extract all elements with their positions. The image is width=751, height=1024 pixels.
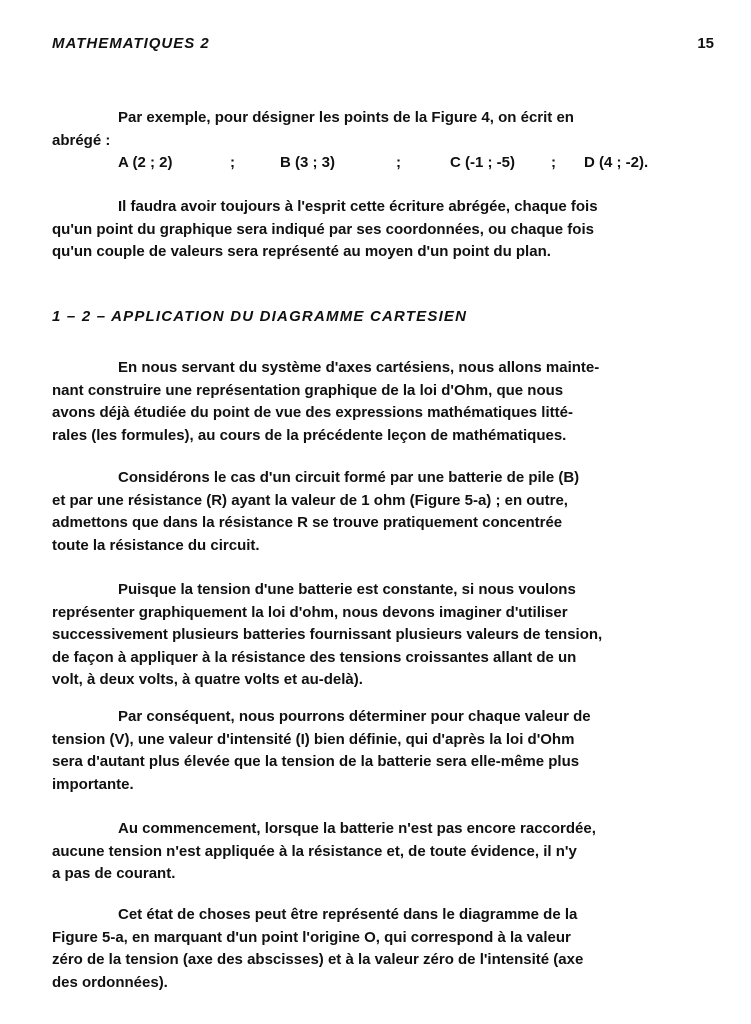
text-line: nant construire une représentation graphique de la loi d'Ohm, que nous	[52, 381, 564, 399]
text-line: admettons que dans la résistance R se trouve pratiquement concentrée	[52, 514, 563, 531]
text-line: toute la résistance du circuit.	[52, 536, 260, 554]
text-line: zéro de la tension (axe des abscisses) et à la valeur zéro de l'intensité (axe	[52, 951, 584, 968]
text-line: successivement plusieurs batteries fournissant plusieurs valeurs de tension,	[52, 626, 603, 643]
text-line: Figure 5-a, en marquant d'un point l'origine O, qui correspond à la valeur	[52, 928, 571, 946]
text-line: Puisque la tension d'une batterie est constante, si nous voulons	[118, 581, 576, 598]
paragraph-6	[52, 818, 714, 886]
text-line: tension (V), une valeur d'intensité (I) bien définie, qui d'après la loi d'Ohm	[52, 730, 575, 748]
page-number: 15	[697, 35, 714, 52]
paragraph-4	[52, 579, 714, 692]
section-heading: 1 – 2 – APPLICATION DU DIAGRAMME CARTESIEN	[52, 308, 468, 325]
text-line: des ordonnées).	[52, 973, 168, 991]
coord-c: C (-1 ; -5)	[450, 154, 515, 171]
text-line: importante.	[52, 775, 134, 793]
text-line: volt, à deux volts, à quatre volts et au-delà).	[52, 671, 363, 688]
running-title: MATHEMATIQUES 2	[52, 35, 210, 52]
page-header	[52, 33, 714, 55]
text-line: représenter graphiquement la loi d'ohm, nous devons imaginer d'utiliser	[52, 603, 568, 621]
text-line: et par une résistance (R) ayant la valeur de 1 ohm (Figure 5-a) ; en outre,	[52, 491, 568, 509]
coord-sep-3: ;	[551, 154, 556, 171]
text-line: de façon à appliquer à la résistance des tensions croissantes allant de un	[52, 648, 577, 666]
text-line: Considérons le cas d'un circuit formé par une batterie de pile (B)	[118, 469, 580, 486]
coordinates-example	[52, 152, 714, 174]
text-line: sera d'autant plus élevée que la tension de la batterie sera elle-même plus	[52, 753, 580, 770]
text-line: Au commencement, lorsque la batterie n'est pas encore raccordée,	[118, 820, 596, 837]
text-line: aucune tension n'est appliquée à la résistance et, de toute évidence, il n'y	[52, 842, 577, 860]
text-line: avons déjà étudiée du point de vue des expressions mathématiques litté-	[52, 404, 573, 421]
text-line: Cet état de choses peut être représenté dans le diagramme de la	[118, 906, 578, 923]
intro-line-1: Par exemple, pour désigner les points de la Figure 4, on écrit en	[118, 109, 574, 126]
coord-d: D (4 ; -2).	[584, 154, 649, 171]
text-line: Par conséquent, nous pourrons déterminer pour chaque valeur de	[118, 708, 591, 725]
paragraph-5	[52, 706, 714, 796]
text-line: qu'un point du graphique sera indiqué par ses coordonnées, ou chaque fois	[52, 220, 594, 238]
paragraph-1	[52, 196, 714, 264]
paragraph-7	[52, 904, 714, 994]
paragraph-3	[52, 467, 714, 557]
coord-sep-1: ;	[230, 154, 235, 171]
intro-line-2: abrégé :	[52, 131, 111, 149]
coord-a: A (2 ; 2)	[118, 154, 173, 171]
paragraph-2	[52, 357, 714, 447]
text-line: Il faudra avoir toujours à l'esprit cette écriture abrégée, chaque fois	[118, 198, 598, 215]
coord-sep-2: ;	[396, 154, 401, 171]
text-line: En nous servant du système d'axes cartésiens, nous allons mainte-	[118, 359, 600, 376]
intro-paragraph	[52, 107, 714, 174]
text-line: rales (les formules), au cours de la précédente leçon de mathématiques.	[52, 426, 567, 444]
text-line: qu'un couple de valeurs sera représenté au moyen d'un point du plan.	[52, 243, 551, 260]
text-line: a pas de courant.	[52, 865, 176, 882]
coord-b: B (3 ; 3)	[280, 154, 336, 171]
